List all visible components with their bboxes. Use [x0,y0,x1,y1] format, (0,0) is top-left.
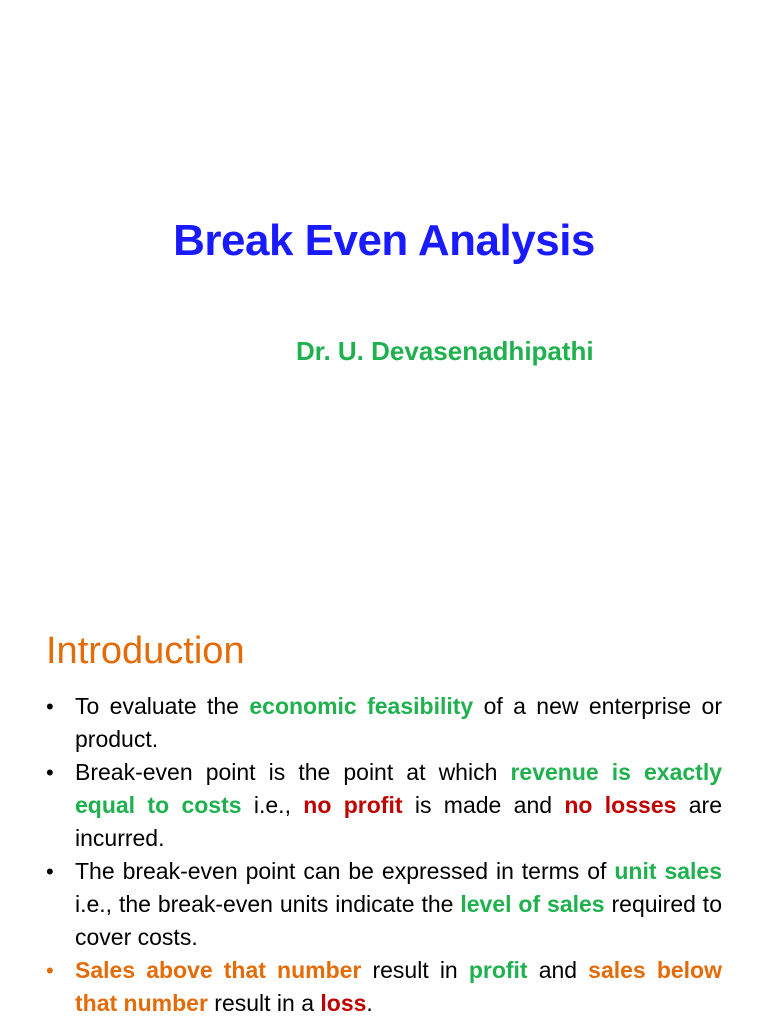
bullet-item [46,855,722,954]
bullet-item [46,954,722,1020]
bullet-item [46,756,722,855]
bullet-text: required to cover costs. [75,891,722,950]
bullet-icon: • [46,958,54,983]
bullet-text: is made and [402,792,565,818]
bullet-text: To evaluate the [75,693,250,719]
bullet-icon: • [46,694,54,719]
bullet-text: Break-even point is the point at which [75,759,511,785]
bullet-text: result in a [207,990,321,1016]
slide-heading: Introduction [46,630,245,672]
bullet-text: i.e., [241,792,304,818]
bullet-list [46,690,722,1020]
highlight-red: no profit [303,792,403,818]
bullet-text: i.e., the break-even units indicate the [75,891,461,917]
bullet-text: are incurred. [75,792,722,851]
highlight-orange: sales below that number [75,957,722,1016]
highlight-green: revenue is exactly equal to costs [75,759,723,818]
author-name: Dr. U. Devasenadhipathi [296,336,594,366]
bullet-text: and [527,957,589,983]
bullet-text: of a new enterprise or product. [75,693,722,752]
highlight-green: profit [468,957,528,983]
bullet-icon: • [46,760,54,785]
presentation-title: Break Even Analysis [173,216,595,265]
bullet-text: result in [361,957,469,983]
highlight-red: loss [320,990,367,1016]
introduction-slide [0,512,768,1024]
highlight-green: level of sales [460,891,605,917]
highlight-green: economic feasibility [249,693,474,719]
bullet-text: The break-even point can be expressed in terms of [75,858,615,884]
bullet-item [46,690,722,756]
highlight-red: no losses [564,792,677,818]
highlight-green: unit sales [614,858,722,884]
bullet-icon: • [46,859,54,884]
bullet-text: . [366,990,373,1016]
highlight-orange: Sales above that number [75,957,362,983]
